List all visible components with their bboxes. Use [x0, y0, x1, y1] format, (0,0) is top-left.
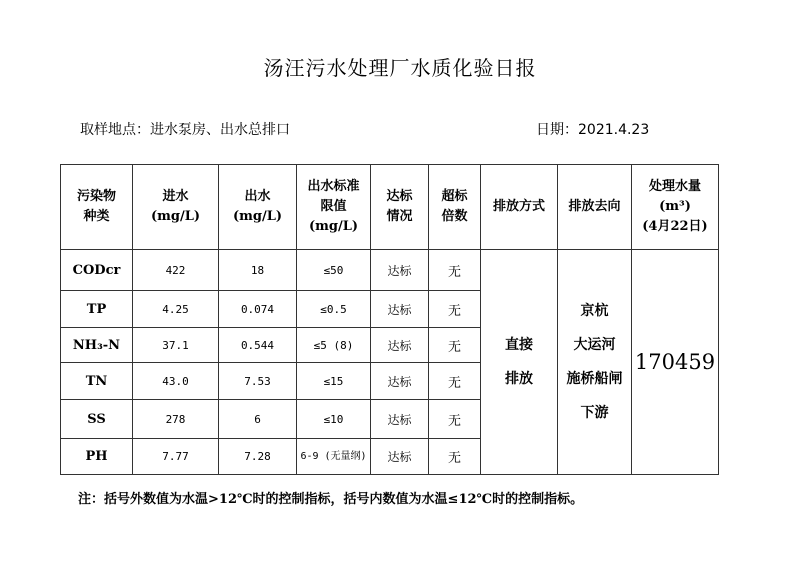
outflow-cell: 0.544 [219, 328, 297, 363]
exceed-cell: 无 [429, 250, 481, 291]
inflow-cell: 422 [133, 250, 219, 291]
treated-volume-cell: 170459 [632, 250, 719, 475]
water-quality-table [60, 164, 719, 475]
limit-cell: ≤10 [297, 400, 371, 439]
inflow-cell: 4.25 [133, 291, 219, 328]
status-cell: 达标 [371, 400, 429, 439]
header-inflow: 进水 (mg/L) [133, 165, 219, 250]
outflow-cell: 7.53 [219, 363, 297, 400]
header-exceed: 超标 倍数 [429, 165, 481, 250]
exceed-cell: 无 [429, 291, 481, 328]
outflow-cell: 6 [219, 400, 297, 439]
footnote: 注：括号外数值为水温>12℃时的控制指标，括号内数值为水温≤12℃时的控制指标。 [78, 492, 584, 507]
exceed-cell: 无 [429, 328, 481, 363]
pollutant-cell: PH [61, 439, 133, 475]
pollutant-cell: TP [61, 291, 133, 328]
limit-cell: 6-9 (无量纲) [297, 439, 371, 475]
outflow-cell: 18 [219, 250, 297, 291]
inflow-cell: 43.0 [133, 363, 219, 400]
limit-cell: ≤0.5 [297, 291, 371, 328]
table-row [61, 250, 719, 291]
inflow-cell: 37.1 [133, 328, 219, 363]
header-outflow: 出水 (mg/L) [219, 165, 297, 250]
report-date: 日期：2021.4.23 [536, 122, 650, 138]
status-cell: 达标 [371, 250, 429, 291]
header-status: 达标 情况 [371, 165, 429, 250]
exceed-cell: 无 [429, 363, 481, 400]
header-volume: 处理水量 (m³) (4月22日) [632, 165, 719, 250]
limit-cell: ≤15 [297, 363, 371, 400]
header-row [61, 165, 719, 250]
discharge-destination-cell: 京杭 大运河 施桥船闸 下游 [558, 250, 632, 475]
limit-cell: ≤50 [297, 250, 371, 291]
status-cell: 达标 [371, 291, 429, 328]
report-title: 汤汪污水处理厂水质化验日报 [263, 56, 537, 80]
exceed-cell: 无 [429, 439, 481, 475]
discharge-method-cell: 直接 排放 [481, 250, 558, 475]
inflow-cell: 7.77 [133, 439, 219, 475]
pollutant-cell: TN [61, 363, 133, 400]
sampling-location: 取样地点：进水泵房、出水总排口 [80, 122, 290, 138]
outflow-cell: 7.28 [219, 439, 297, 475]
inflow-cell: 278 [133, 400, 219, 439]
pollutant-cell: CODcr [61, 250, 133, 291]
outflow-cell: 0.074 [219, 291, 297, 328]
exceed-cell: 无 [429, 400, 481, 439]
header-pollutant: 污染物 种类 [61, 165, 133, 250]
header-method: 排放方式 [481, 165, 558, 250]
status-cell: 达标 [371, 328, 429, 363]
pollutant-cell: SS [61, 400, 133, 439]
header-limit: 出水标准 限值 (mg/L) [297, 165, 371, 250]
limit-cell: ≤5 (8) [297, 328, 371, 363]
status-cell: 达标 [371, 363, 429, 400]
status-cell: 达标 [371, 439, 429, 475]
header-destination: 排放去向 [558, 165, 632, 250]
pollutant-cell: NH₃-N [61, 328, 133, 363]
